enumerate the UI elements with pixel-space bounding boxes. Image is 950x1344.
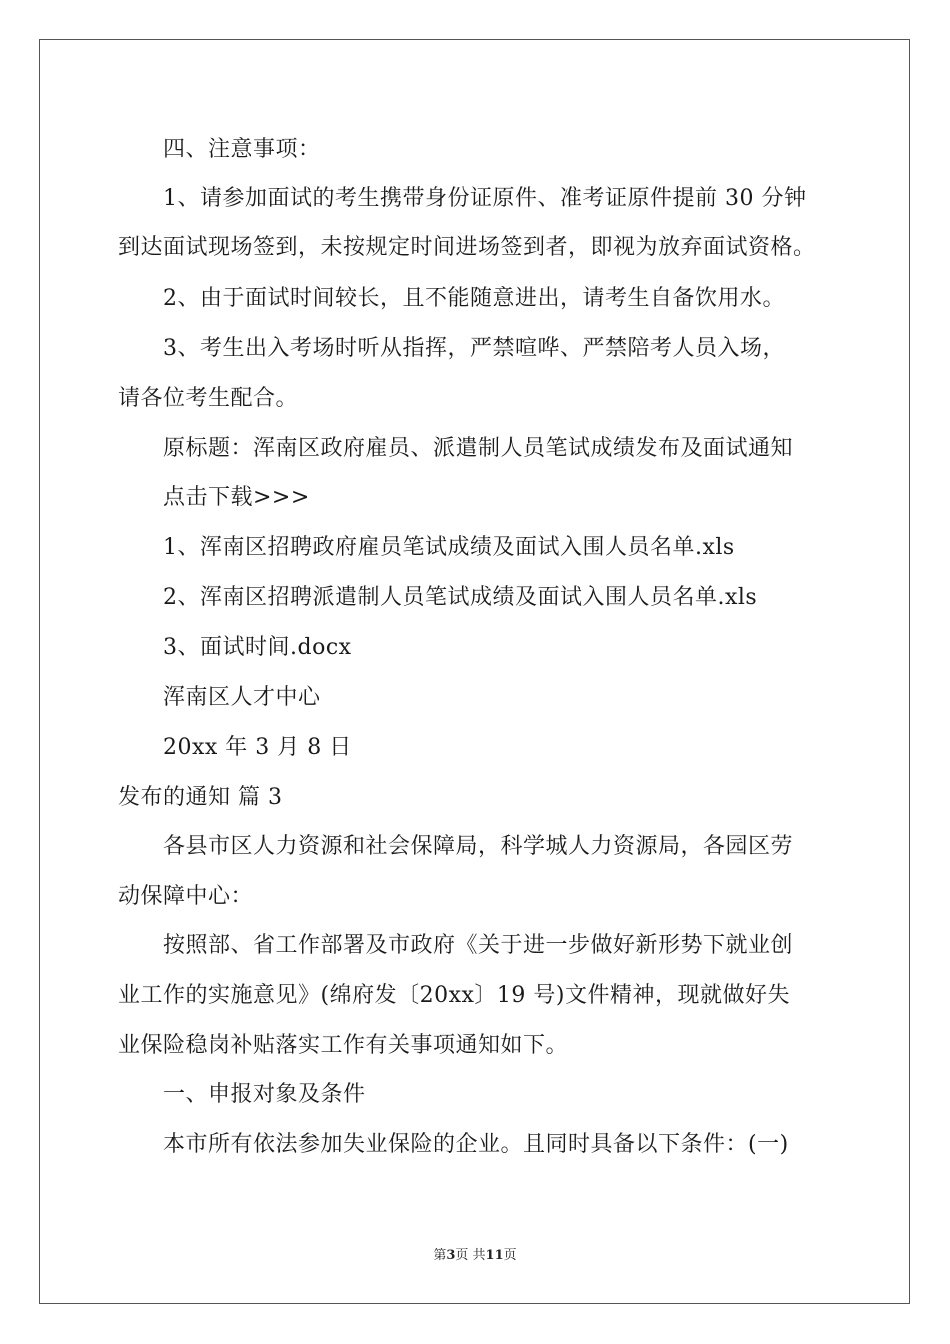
text-line: 1、浑南区招聘政府雇员笔试成绩及面试入围人员名单.xls <box>163 535 735 560</box>
text-line: 浑南区人才中心 <box>163 685 321 710</box>
text-line: 点击下载>>> <box>163 485 310 510</box>
text-line: 业工作的实施意见》(绵府发〔20xx〕19 号)文件精神，现就做好失 <box>118 983 790 1008</box>
text-line: 3、面试时间.docx <box>163 635 352 660</box>
page-footer <box>0 1247 950 1265</box>
section-heading: 发布的通知 篇 3 <box>118 785 283 810</box>
text-line: 按照部、省工作部署及市政府《关于进一步做好新形势下就业创 <box>163 933 794 958</box>
text-line: 1、请参加面试的考生携带身份证原件、准考证原件提前 30 分钟 <box>163 186 807 211</box>
text-line: 到达面试现场签到，未按规定时间进场签到者，即视为放弃面试资格。 <box>118 235 816 260</box>
footer-page-number: 3 <box>446 1248 456 1263</box>
footer-total-pages: 11 <box>485 1248 504 1263</box>
page-border <box>39 39 910 1304</box>
text-line: 一、申报对象及条件 <box>163 1082 366 1107</box>
text-line: 本市所有依法参加失业保险的企业。且同时具备以下条件：(一) <box>163 1132 789 1157</box>
footer-mid: 页 共 <box>455 1248 486 1263</box>
text-line: 20xx 年 3 月 8 日 <box>163 735 352 760</box>
text-line: 请各位考生配合。 <box>118 386 299 411</box>
footer-suffix: 页 <box>503 1248 517 1263</box>
text-line: 业保险稳岗补贴落实工作有关事项通知如下。 <box>118 1033 569 1058</box>
text-line: 四、注意事项： <box>163 137 321 162</box>
text-line: 各县市区人力资源和社会保障局，科学城人力资源局，各园区劳 <box>163 834 794 859</box>
text-line: 原标题：浑南区政府雇员、派遣制人员笔试成绩发布及面试通知 <box>163 436 794 461</box>
text-line: 2、由于面试时间较长，且不能随意进出，请考生自备饮用水。 <box>163 286 785 311</box>
text-line: 2、浑南区招聘派遣制人员笔试成绩及面试入围人员名单.xls <box>163 585 758 610</box>
footer-prefix: 第 <box>433 1248 447 1263</box>
text-line: 3、考生出入考场时听从指挥，严禁喧哗、严禁陪考人员入场， <box>163 336 785 361</box>
text-line: 动保障中心： <box>118 884 254 909</box>
